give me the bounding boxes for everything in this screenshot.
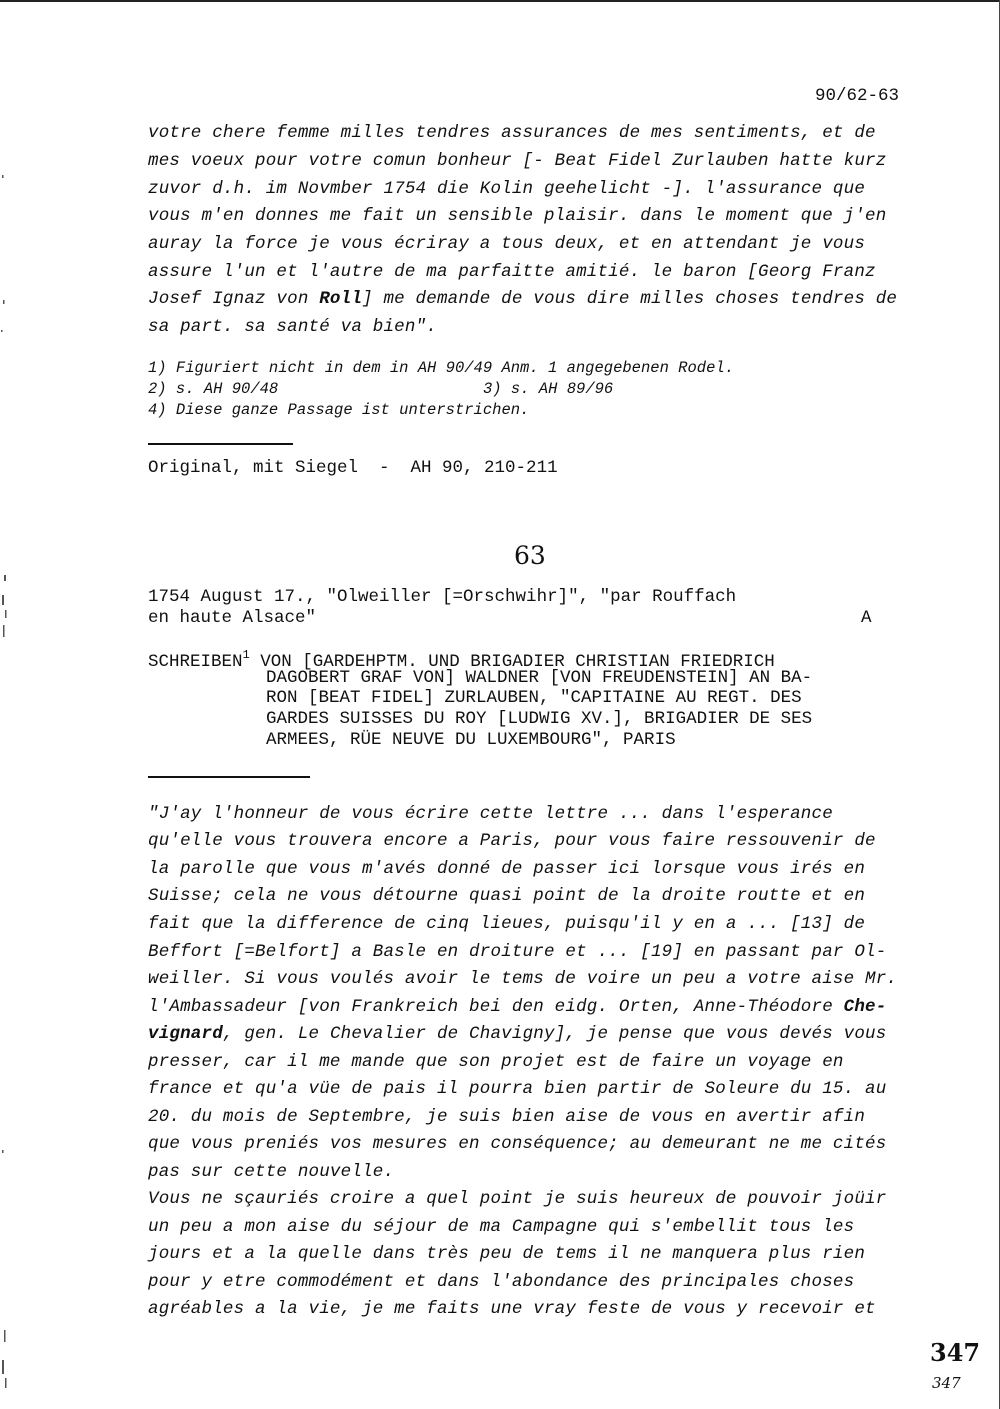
handwritten-page-number-small: 347 (932, 1374, 961, 1392)
classification-mark: A (861, 608, 872, 628)
letter-body-line: Suisse; cela ne vous détourne quasi point de la droite routte et en (148, 886, 866, 906)
letter-body-line: pour y etre commodément et dans l'abondance des principales choses (148, 1272, 855, 1292)
date-place-line: en haute Alsace" (148, 608, 317, 628)
letter-body-line: weiller. Si vous voulés avoir le tems de voire un peu a votre aise Mr. (148, 969, 898, 989)
letter-end-line: auray la force je vous écriray a tous deux, et en attendant je vous (148, 234, 866, 254)
letter-end-line: vous m'en donnes me fait un sensible plaisir. dans le moment que j'en (148, 206, 887, 226)
letter-body-line: un peu a mon aise du séjour de ma Campagne qui s'embellit tous les (148, 1217, 855, 1237)
letter-body-line: jours et a la quelle dans très peu de tems il ne manquera plus rien (148, 1244, 866, 1264)
document-number: 63 (514, 541, 546, 570)
letter-body-line: vignard, gen. Le Chevalier de Chavigny], je pense que vous devés vous (148, 1024, 887, 1044)
letter-body-line: la parolle que vous m'avés donné de passer ici lorsque vous irés en (148, 859, 866, 879)
page-reference: 90/62-63 (815, 86, 900, 106)
heading-line: GARDES SUISSES DU ROY [LUDWIG XV.], BRIGADIER DE SES (266, 709, 813, 729)
emphasized-name: vignard (148, 1024, 223, 1044)
scan-margin-specks (0, 0, 10, 1409)
letter-body-line: agréables a la vie, je me faits une vray feste de vous y recevoir et (148, 1299, 876, 1319)
letter-body-line: que vous preniés vos mesures en conséquence; au demeurant ne me cités (148, 1134, 887, 1154)
separator-rule (148, 443, 293, 445)
letter-end-line: Josef Ignaz von Roll] me demande de vous dire milles choses tendres de (148, 289, 898, 309)
letter-end-line: mes voeux pour votre comun bonheur [- Beat Fidel Zurlauben hatte kurz (148, 151, 887, 171)
letter-body-line: Beffort [=Belfort] a Basle en droiture et ... [19] en passant par Ol- (148, 942, 887, 962)
letter-end-line: sa part. sa santé va bien". (148, 317, 437, 337)
letter-body-line: fait que la difference de cinq lieues, puisqu'il y en a ... [13] de (148, 914, 866, 934)
letter-body-line: france et qu'a vüe de pais il pourra bien partir de Soleure du 15. au (148, 1079, 887, 1099)
letter-body-line: "J'ay l'honneur de vous écrire cette lettre ... dans l'esperance (148, 804, 833, 824)
footnote: 1) Figuriert nicht in dem in AH 90/49 Anm. 1 angegebenen Rodel. (148, 359, 734, 377)
footnote: 4) Diese ganze Passage ist unterstrichen. (148, 401, 530, 419)
separator-rule (148, 776, 310, 778)
handwritten-page-number: 347 (930, 1338, 981, 1367)
letter-body-line: Vous ne sçauriés croire a quel point je suis heureux de pouvoir joüir (148, 1189, 887, 1209)
footnote-ref: 1 (242, 648, 250, 662)
letter-body-line: pas sur cette nouvelle. (148, 1162, 395, 1182)
heading-line: SCHREIBEN$^1$ VON [GARDEHPTM. UND BRIGADIER CHRISTIAN FRIEDRICH (148, 648, 775, 672)
letter-body-line: qu'elle vous trouvera encore a Paris, pour vous faire ressouvenir de (148, 831, 876, 851)
letter-end-line: zuvor d.h. im Novmber 1754 die Kolin geehelicht -]. l'assurance que (148, 179, 866, 199)
letter-body-line: 20. du mois de Septembre, je suis bien aise de vous en avertir afin (148, 1107, 866, 1127)
date-place-line: 1754 August 17., "Olweiller [=Orschwihr]", "par Rouffach (148, 587, 737, 607)
heading-line: ARMEES, RÜE NEUVE DU LUXEMBOURG", PARIS (266, 730, 676, 750)
letter-body-line: presser, car il me mande que son projet est de faire un voyage en (148, 1052, 844, 1072)
footnote: 3) s. AH 89/96 (483, 380, 614, 398)
emphasized-name: Che- (843, 997, 887, 1017)
heading-line: DAGOBERT GRAF VON] WALDNER [VON FREUDENSTEIN] AN BA- (266, 668, 813, 688)
letter-end-line: assure l'un et l'autre de ma parfaitte amitié. le baron [Georg Franz (148, 262, 876, 282)
heading-line: RON [BEAT FIDEL] ZURLAUBEN, "CAPITAINE AU REGT. DES (266, 688, 802, 708)
page-top-edge (0, 0, 1000, 2)
source-citation: Original, mit Siegel - AH 90, 210-211 (148, 458, 558, 478)
emphasized-name: Roll (319, 289, 363, 309)
letter-body-line: l'Ambassadeur [von Frankreich bei den eidg. Orten, Anne-Théodore Che- (148, 997, 887, 1017)
letter-end-line: votre chere femme milles tendres assurances de mes sentiments, et de (148, 123, 876, 143)
footnote: 2) s. AH 90/48 (148, 380, 279, 398)
